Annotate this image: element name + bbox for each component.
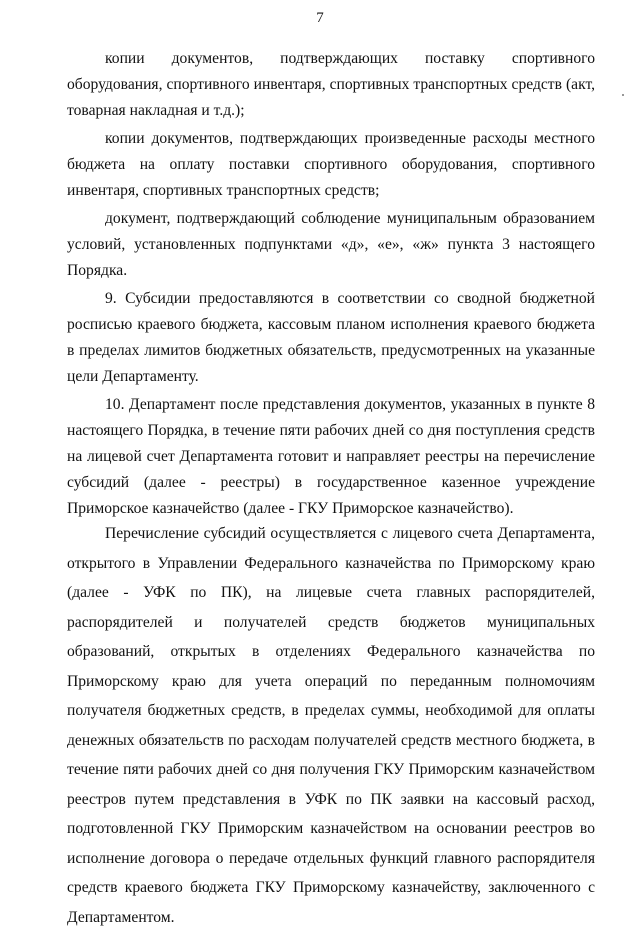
paragraph-expense-docs: копии документов, подтверждающих произведенные расходы местного бюджета на оплату поставки спортивного оборудования, спортивного инвентаря, спортивных транспортных средств; — [67, 130, 595, 199]
paragraph-item-9: 9. Субсидии предоставляются в соответствии со сводной бюджетной росписью краевого бюджета, кассовым планом исполнения краевого бюджета в пределах лимитов бюджетных обязательств, предусмотренных на указанные цели Департаменту. — [67, 290, 595, 385]
paragraph-equipment-delivery-docs: копии документов, подтверждающих поставку спортивного оборудования, спортивного инвентаря, спортивных транспортных средств (акт, товарная накладная и т.д.); — [67, 50, 595, 119]
paragraph-item-10: 10. Департамент после представления документов, указанных в пункте 8 настоящего Порядка, в течение пяти рабочих дней со дня поступления средств на лицевой счет Департамента готовит и направляет реестры на перечисление субсидий (далее - реестры) в государственное казенное учреждение Приморское казначейство (далее - ГКУ Приморское казначейство). — [67, 396, 595, 517]
paragraph-subsidy-transfer: Перечисление субсидий осуществляется с лицевого счета Департамента, открытого в Управлении Федерального казначейства по Приморскому краю (далее - УФК по ПК), на лицевые счета главных распорядителей, распорядителей и получателей средств бюджетов муниципальных образований, открытых в отделениях Федерального казначейства по Приморскому краю для учета операций по переданным полномочиям получателя бюджетных средств, в пределах суммы, необходимой для оплаты денежных обязательств по расходам получателей средств местного бюджета, в течение пяти рабочих дней со дня получения ГКУ Приморским казначейством реестров путем представления в УФК по ПК заявки на кассовый расход, подготовленной ГКУ Приморским казначейством на основании реестров во исполнение договора о передаче отдельных функций главного распорядителя средств краевого бюджета ГКУ Приморскому казначейству, заключенного с Департаментом. — [67, 525, 595, 926]
scan-speck — [622, 94, 624, 96]
page-number: 7 — [316, 10, 324, 26]
paragraph-compliance-document: документ, подтверждающий соблюдение муниципальным образованием условий, установленных подпунктами «д», «е», «ж» пункта 3 настоящего Порядка. — [67, 210, 595, 279]
